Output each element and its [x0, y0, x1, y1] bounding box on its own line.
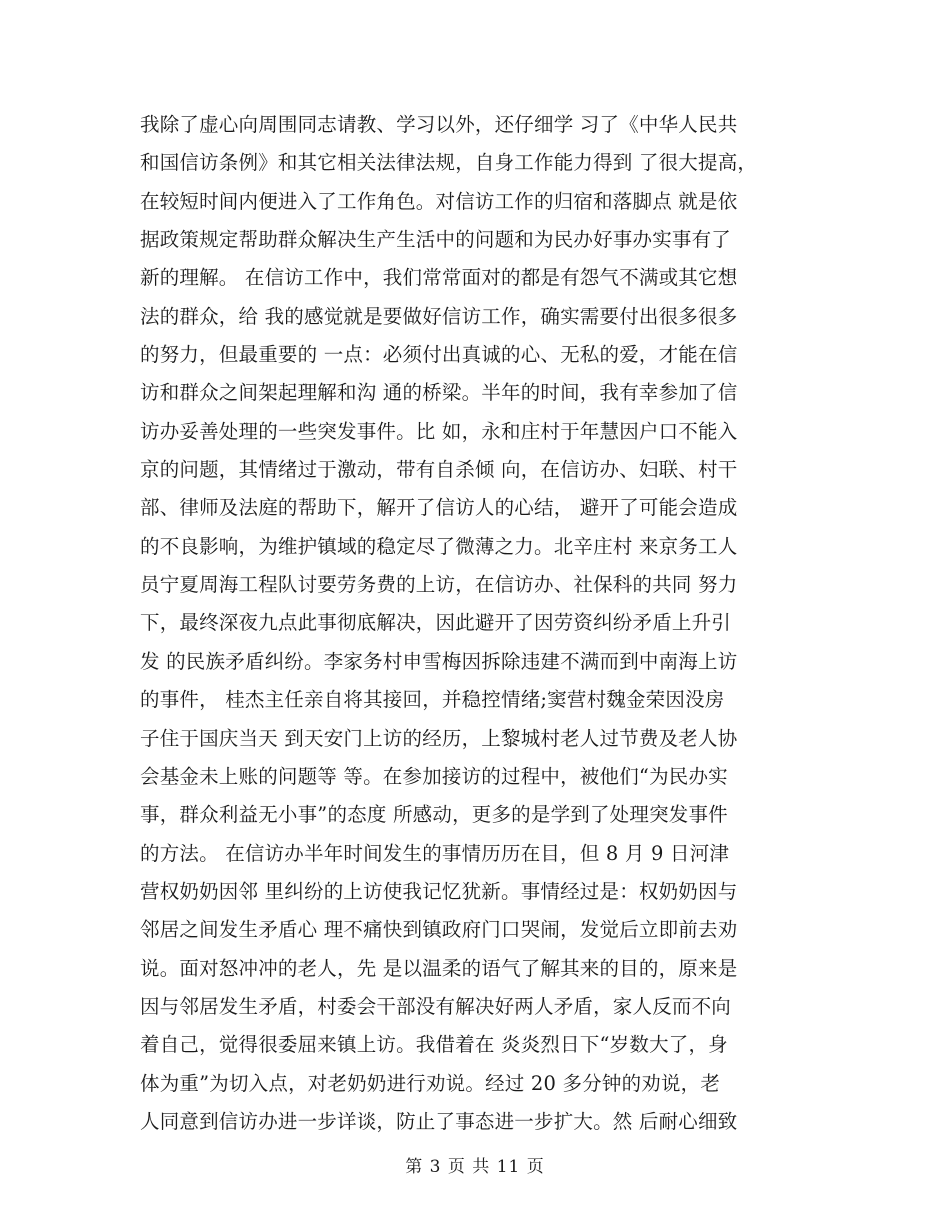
text-line: 体为重”为切入点，对老奶奶进行劝说。经过 20 多分钟的劝说，老: [140, 1071, 721, 1095]
text-line: 新的理解。 在信访工作中，我们常常面对的都是有怨气不满或其它想: [140, 266, 738, 290]
text-line: 的方法。 在信访办半年时间发生的事情历历在目，但 8 月 9 日河津: [140, 841, 730, 865]
text-line: 事，群众利益无小事”的态度 所感动，更多的是学到了处理突发事件: [140, 803, 728, 827]
text-line: 的事件， 桂杰主任亲自将其接回，并稳控情绪;窦营村魏金荣因没房: [140, 688, 725, 712]
text-line: 子住于国庆当天 到天安门上访的经历，上黎城村老人过节费及老人协: [140, 726, 738, 750]
text-line: 我除了虚心向周围同志请教、学习以外，还仔细学 习了《中华人民共: [140, 113, 738, 136]
text-line: 发 的民族矛盾纠纷。李家务村申雪梅因拆除违建不满而到中南海上访: [140, 649, 738, 673]
text-line: 因与邻居发生矛盾，村委会干部没有解决好两人矛盾，家人反而不向: [140, 994, 732, 1018]
text-line: 据政策规定帮助群众解决生产生活中的问题和为民办好事办实事有了: [140, 228, 732, 252]
text-line: 的努力，但最重要的 一点：必须付出真诚的心、无私的爱，才能在信: [140, 343, 738, 367]
text-line: 部、律师及法庭的帮助下，解开了信访人的心结， 避开了可能会造成: [140, 496, 738, 520]
text-line: 和国信访条例》和其它相关法律法规，自身工作能力得到 了很大提高，: [140, 151, 758, 175]
text-line: 在较短时间内便进入了工作角色。对信访工作的归宿和落脚点 就是依: [140, 189, 738, 213]
text-line: 员宁夏周海工程队讨要劳务费的上访，在信访办、社保科的共同 努力: [140, 573, 738, 597]
text-line: 访和群众之间架起理解和沟 通的桥梁。半年的时间，我有幸参加了信: [140, 381, 738, 405]
text-line: 下，最终深夜九点此事彻底解决，因此避开了因劳资纠纷矛盾上升引: [140, 611, 732, 635]
text-line: 着自己，觉得很委屈来镇上访。我借着在 炎炎烈日下“岁数大了，身: [140, 1033, 728, 1057]
text-line: 营权奶奶因邻 里纠纷的上访使我记忆犹新。事情经过是：权奶奶因与: [140, 879, 738, 903]
text-line: 的不良影响，为维护镇域的稳定尽了微薄之力。北辛庄村 来京务工人: [140, 534, 738, 558]
text-line: 访办妥善处理的一些突发事件。比 如，永和庄村于年慧因户口不能入: [140, 419, 738, 443]
text-line: 人同意到信访办进一步详谈，防止了事态进一步扩大。然 后耐心细致: [140, 1109, 738, 1133]
text-line: 京的问题，其情绪过于激动，带有自杀倾 向，在信访办、妇联、村干: [140, 458, 738, 482]
body-text: [140, 106, 830, 1141]
text-line: 邻居之间发生矛盾心 理不痛快到镇政府门口哭闹，发觉后立即前去劝: [140, 918, 738, 942]
text-line: 说。面对怒冲冲的老人，先 是以温柔的语气了解其来的目的，原来是: [140, 956, 738, 980]
page-number: 第 3 页 共 11 页: [405, 1157, 545, 1177]
text-line: 会基金未上账的问题等 等。在参加接访的过程中，被他们“为民办实: [140, 764, 728, 788]
text-line: 法的群众，给 我的感觉就是要做好信访工作，确实需要付出很多很多: [140, 304, 738, 328]
